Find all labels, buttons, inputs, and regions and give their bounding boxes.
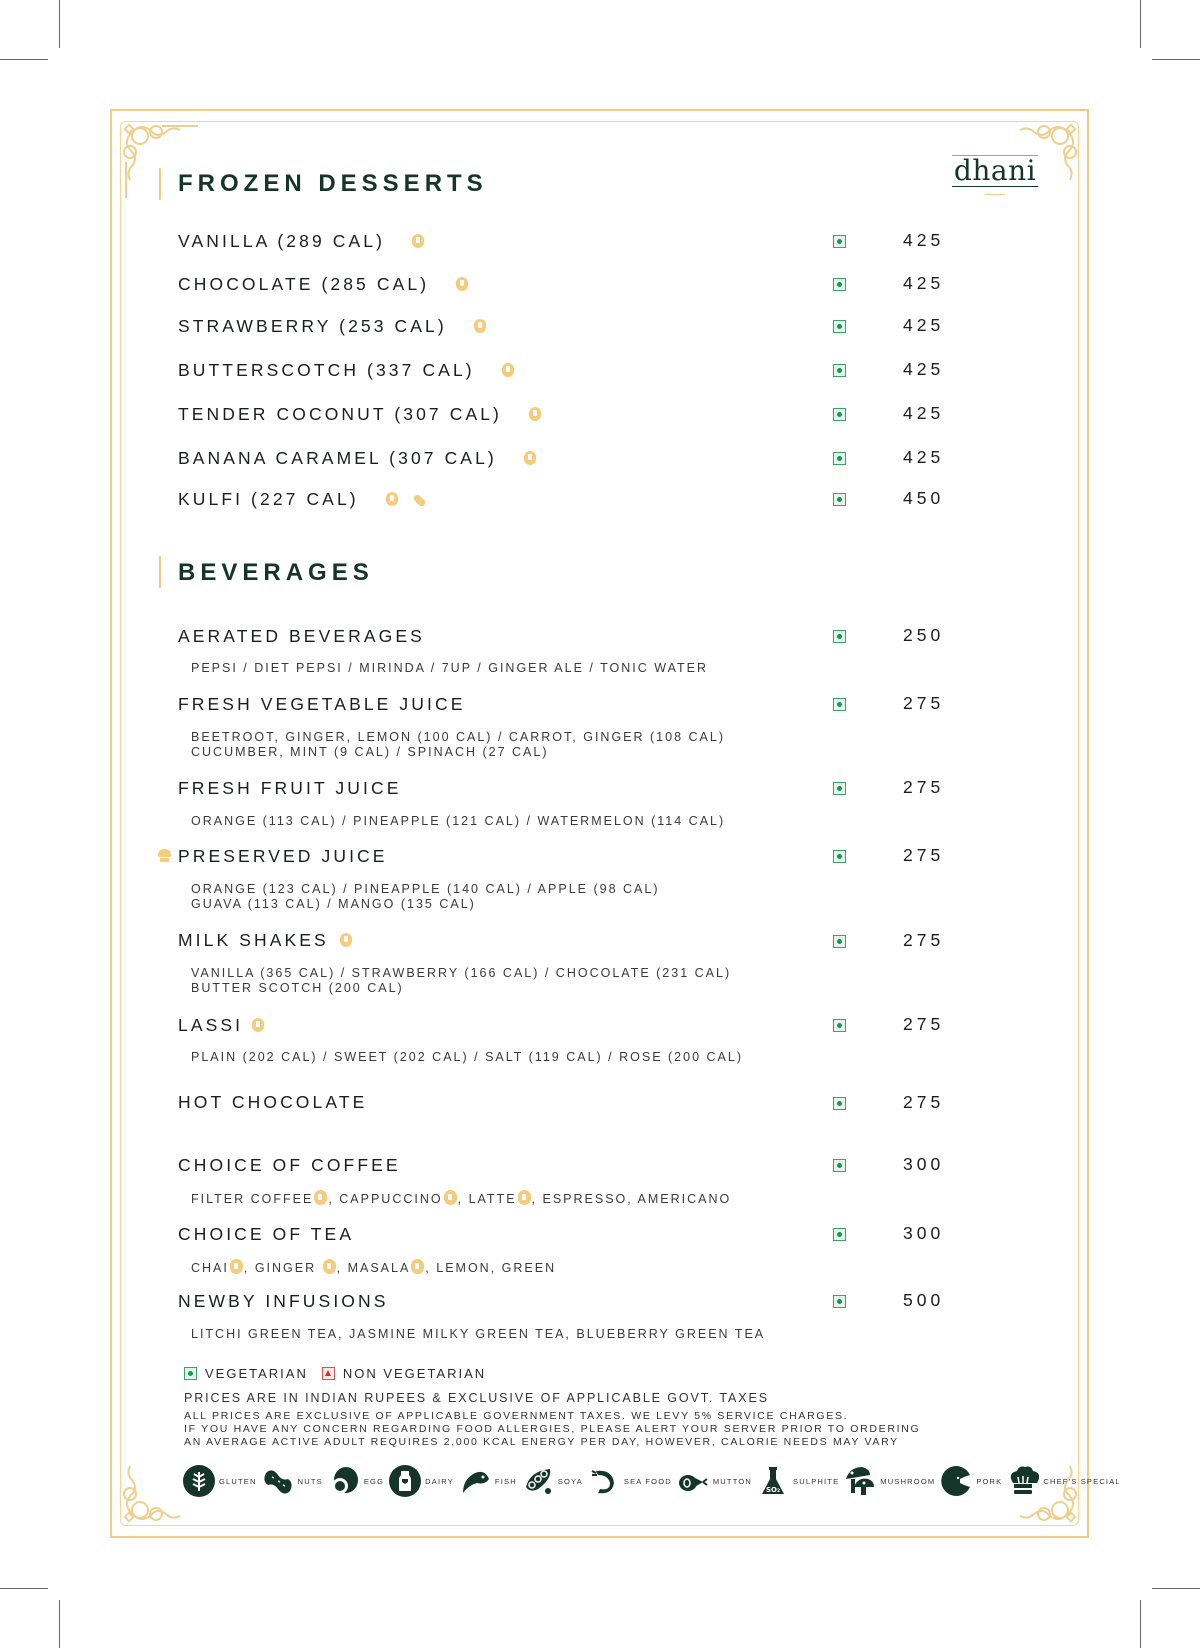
menu-item: VANILLA (289 CAL) bbox=[178, 229, 425, 253]
section-title-frozen-desserts: FROZEN DESSERTS bbox=[178, 170, 488, 197]
crop-mark bbox=[1140, 1600, 1141, 1648]
vegetarian-icon bbox=[833, 630, 846, 643]
vegetarian-icon bbox=[833, 493, 846, 506]
item-price: 425 bbox=[903, 230, 945, 250]
menu-item: PRESERVED JUICE bbox=[178, 845, 388, 866]
item-description: BUTTER SCOTCH (200 CAL) bbox=[191, 981, 404, 995]
dairy-icon bbox=[251, 1017, 265, 1033]
vegetarian-icon bbox=[833, 364, 846, 377]
item-options: FILTER COFFEE , CAPPUCCINO , LATTE , ESPRESSO, AMERICANO bbox=[191, 1192, 732, 1206]
item-price: 275 bbox=[903, 777, 945, 797]
dairy-icon bbox=[473, 318, 487, 334]
vegetarian-icon bbox=[833, 935, 846, 948]
menu-item: BUTTERSCOTCH (337 CAL) bbox=[178, 358, 515, 382]
crop-mark bbox=[0, 59, 48, 60]
allergen-nuts: NUTS bbox=[262, 1465, 323, 1497]
allergen-legend bbox=[183, 1464, 1126, 1498]
dairy-icon bbox=[230, 1259, 243, 1274]
vegetarian-icon bbox=[833, 1019, 846, 1032]
item-description: BEETROOT, GINGER, LEMON (100 CAL) / CARROT, GINGER (108 CAL) bbox=[191, 730, 725, 744]
menu-item: STRAWBERRY (253 CAL) bbox=[178, 314, 487, 338]
crop-mark bbox=[0, 1588, 48, 1589]
item-price: 300 bbox=[903, 1223, 945, 1243]
vegetarian-icon bbox=[833, 320, 846, 333]
dairy-icon bbox=[518, 1190, 531, 1205]
menu-item: LASSI bbox=[178, 1013, 265, 1037]
item-price: 425 bbox=[903, 315, 945, 335]
item-description: VANILLA (365 CAL) / STRAWBERRY (166 CAL) / CHOCOLATE (231 CAL) bbox=[191, 966, 732, 980]
vegetarian-icon bbox=[833, 1228, 846, 1241]
legend-vegetarian-label: VEGETARIAN bbox=[205, 1366, 308, 1381]
dairy-icon bbox=[411, 233, 425, 249]
vegetarian-icon bbox=[184, 1367, 197, 1380]
dairy-icon bbox=[444, 1190, 457, 1205]
chefs-special-icon bbox=[157, 849, 172, 863]
chefs-special-icon bbox=[1007, 1465, 1039, 1497]
legend-non-vegetarian-label: NON VEGETARIAN bbox=[342, 1366, 487, 1381]
item-price: 300 bbox=[903, 1154, 945, 1174]
menu-item: CHOCOLATE (285 CAL) bbox=[178, 272, 469, 296]
item-options: CHAI , GINGER , MASALA , LEMON, GREEN bbox=[191, 1261, 557, 1275]
menu-item: FRESH FRUIT JUICE bbox=[178, 777, 402, 798]
dairy-icon bbox=[323, 1259, 336, 1274]
allergen-gluten: GLUTEN bbox=[183, 1465, 257, 1497]
dairy-icon bbox=[389, 1465, 421, 1497]
allergen-chefs-special: CHEF'S SPECIAL bbox=[1007, 1465, 1120, 1497]
item-price: 425 bbox=[903, 447, 945, 467]
vegetarian-icon bbox=[833, 278, 846, 291]
menu-item: TENDER COCONUT (307 CAL) bbox=[178, 402, 542, 426]
fish-icon bbox=[459, 1465, 491, 1497]
dairy-icon bbox=[523, 450, 537, 466]
item-price: 275 bbox=[903, 845, 945, 865]
item-price: 425 bbox=[903, 403, 945, 423]
menu-item: HOT CHOCOLATE bbox=[178, 1091, 368, 1112]
seafood-icon bbox=[588, 1465, 620, 1497]
vegetarian-icon bbox=[833, 782, 846, 795]
dairy-icon bbox=[314, 1190, 327, 1205]
section-title-beverages: BEVERAGES bbox=[178, 559, 374, 586]
menu-item: CHOICE OF TEA bbox=[178, 1223, 355, 1244]
item-price: 425 bbox=[903, 359, 945, 379]
brand-name: dhani bbox=[953, 154, 1037, 187]
non-vegetarian-icon bbox=[322, 1367, 335, 1380]
item-description: ORANGE (123 CAL) / PINEAPPLE (140 CAL) / APPLE (98 CAL) bbox=[191, 882, 660, 896]
item-description: ORANGE (113 CAL) / PINEAPPLE (121 CAL) / WATERMELON (114 CAL) bbox=[191, 814, 726, 828]
menu-item: AERATED BEVERAGES bbox=[178, 625, 425, 646]
allergen-mushroom: MUSHROOM bbox=[844, 1465, 935, 1497]
item-description: LITCHI GREEN TEA, JASMINE MILKY GREEN TEA, BLUEBERRY GREEN TEA bbox=[191, 1327, 766, 1341]
item-description: GUAVA (113 CAL) / MANGO (135 CAL) bbox=[191, 897, 476, 911]
item-price: 450 bbox=[903, 488, 945, 508]
menu-item: KULFI (227 CAL) bbox=[178, 487, 427, 511]
dairy-icon bbox=[411, 1259, 424, 1274]
crop-mark bbox=[59, 1600, 60, 1648]
crop-mark bbox=[1140, 0, 1141, 48]
allergen-seafood: SEA FOOD bbox=[588, 1465, 672, 1497]
vegetarian-icon bbox=[833, 698, 846, 711]
item-description: PLAIN (202 CAL) / SWEET (202 CAL) / SALT (119 CAL) / ROSE (200 CAL) bbox=[191, 1050, 743, 1064]
vegetarian-icon bbox=[833, 1097, 846, 1110]
mutton-icon bbox=[677, 1465, 709, 1497]
pork-icon bbox=[940, 1465, 972, 1497]
item-price: 275 bbox=[903, 693, 945, 713]
allergen-dairy: DAIRY bbox=[389, 1465, 454, 1497]
item-price: 500 bbox=[903, 1290, 945, 1310]
vegetarian-icon bbox=[833, 408, 846, 421]
menu-item: NEWBY INFUSIONS bbox=[178, 1290, 389, 1311]
diet-legend bbox=[184, 1366, 486, 1381]
egg-icon bbox=[328, 1465, 360, 1497]
mushroom-icon bbox=[844, 1465, 876, 1497]
logo-ornament-icon bbox=[985, 189, 1005, 195]
gluten-icon bbox=[183, 1465, 215, 1497]
footer-notes: ALL PRICES ARE EXCLUSIVE OF APPLICABLE GOVERNMENT TAXES. WE LEVY 5% SERVICE CHARGES. IF YOU HAVE ANY CONCERN REGARDING FOOD ALLERGIES, PLEASE ALERT YOUR SERVER PRIOR TO ORDERING AN AVERAGE ACTIVE ADULT REQUIRES 2,000 KCAL ENERGY PER DAY, HOWEVER, CALORIE NEEDS MAY VARY bbox=[184, 1410, 921, 1448]
item-price: 425 bbox=[903, 273, 945, 293]
menu-item: FRESH VEGETABLE JUICE bbox=[178, 693, 466, 714]
svg-text:SO₂: SO₂ bbox=[765, 1486, 781, 1494]
vegetarian-icon bbox=[833, 1159, 846, 1172]
brand-logo bbox=[950, 155, 1040, 210]
item-description: PEPSI / DIET PEPSI / MIRINDA / 7UP / GINGER ALE / TONIC WATER bbox=[191, 661, 709, 675]
sulphite-icon bbox=[757, 1465, 789, 1497]
currency-note: PRICES ARE IN INDIAN RUPEES & EXCLUSIVE OF APPLICABLE GOVT. TAXES bbox=[184, 1391, 769, 1405]
dairy-icon bbox=[339, 932, 353, 948]
dairy-icon bbox=[455, 276, 469, 292]
vegetarian-icon bbox=[833, 235, 846, 248]
item-description: CUCUMBER, MINT (9 CAL) / SPINACH (27 CAL) bbox=[191, 745, 549, 759]
vegetarian-icon bbox=[833, 452, 846, 465]
allergen-sulphite: SO₂ SULPHITE bbox=[757, 1465, 839, 1497]
item-price: 275 bbox=[903, 1014, 945, 1034]
allergen-soya: SOYA bbox=[522, 1465, 583, 1497]
dairy-icon bbox=[385, 491, 399, 507]
menu-item: MILK SHAKES bbox=[178, 928, 353, 952]
nuts-icon bbox=[262, 1465, 294, 1497]
soya-icon bbox=[522, 1465, 554, 1497]
section-accent-bar bbox=[159, 168, 161, 200]
vegetarian-icon bbox=[833, 1295, 846, 1308]
allergen-fish: FISH bbox=[459, 1465, 517, 1497]
section-accent-bar bbox=[159, 556, 161, 588]
allergen-pork: PORK bbox=[940, 1465, 1002, 1497]
dairy-icon bbox=[501, 362, 515, 378]
item-price: 275 bbox=[903, 930, 945, 950]
menu-item: BANANA CARAMEL (307 CAL) bbox=[178, 446, 537, 470]
allergen-mutton: MUTTON bbox=[677, 1465, 752, 1497]
allergen-egg: EGG bbox=[328, 1465, 384, 1497]
menu-item: CHOICE OF COFFEE bbox=[178, 1154, 401, 1175]
vegetarian-icon bbox=[833, 850, 846, 863]
crop-mark bbox=[1152, 1588, 1200, 1589]
item-price: 275 bbox=[903, 1092, 945, 1112]
crop-mark bbox=[59, 0, 60, 48]
nuts-icon bbox=[413, 491, 427, 507]
item-price: 250 bbox=[903, 625, 945, 645]
crop-mark bbox=[1152, 59, 1200, 60]
dairy-icon bbox=[528, 406, 542, 422]
